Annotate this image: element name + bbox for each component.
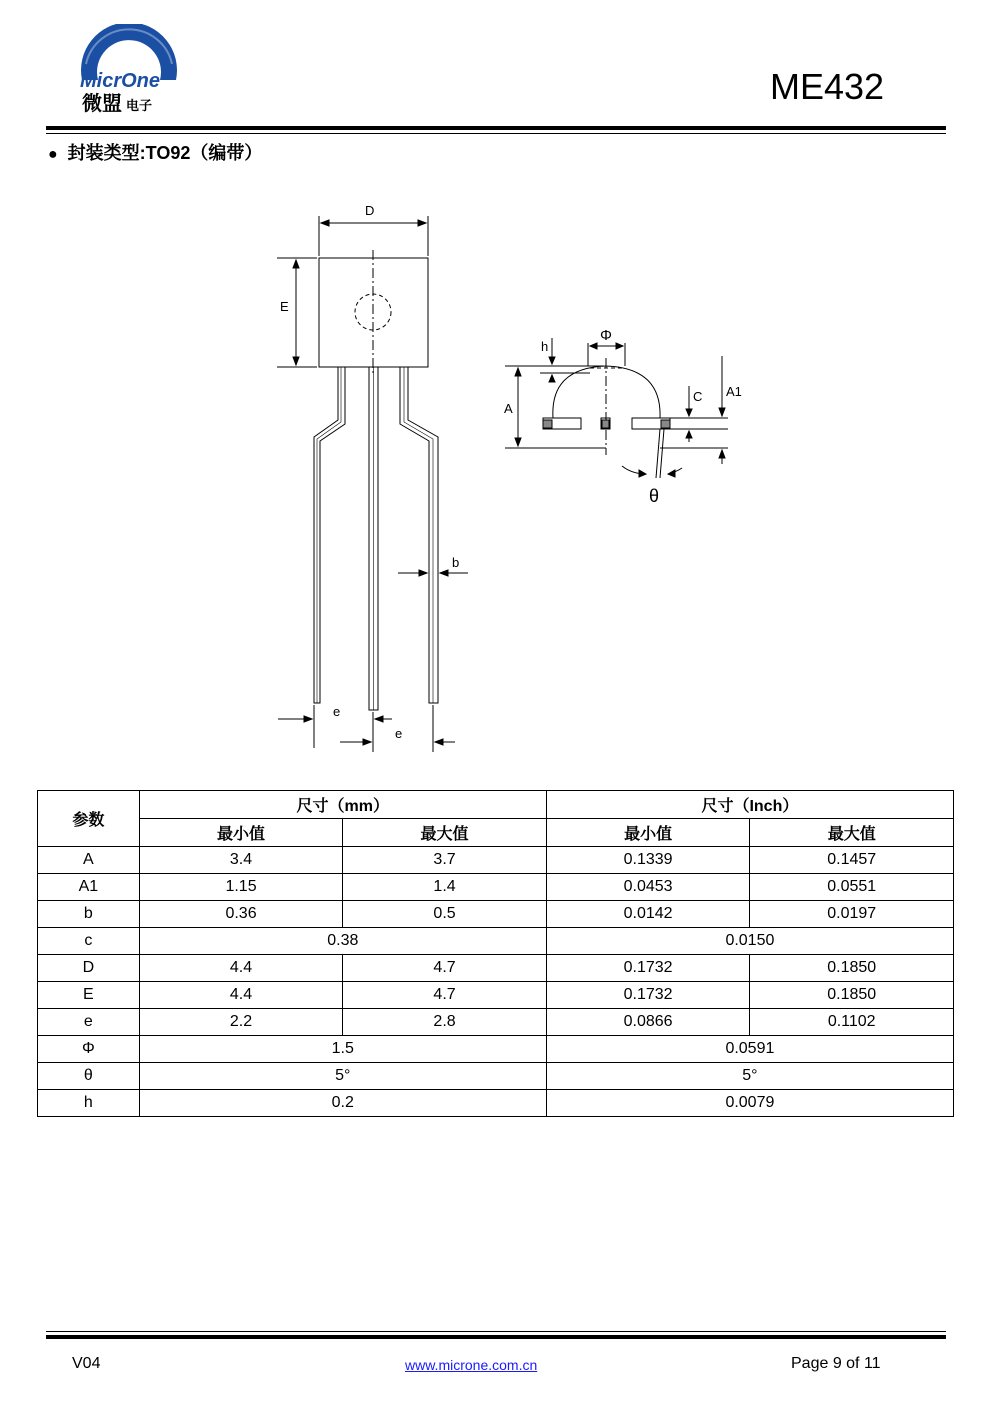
cell-inch-min: 0.1732 [546, 955, 750, 982]
label-phi: Φ [600, 327, 612, 344]
cell-inch-max: 0.1102 [750, 1009, 954, 1036]
cell-param: D [38, 955, 140, 982]
subheader-mm-min: 最小值 [139, 819, 343, 847]
subheader-inch-max: 最大值 [750, 819, 954, 847]
label-e1: e [333, 704, 341, 719]
cell-inch-max: 0.0197 [750, 901, 954, 928]
footer-rule-thick [46, 1335, 946, 1339]
subheader-mm-max: 最大值 [343, 819, 547, 847]
footer-version: V04 [72, 1355, 101, 1372]
footer-rule-thin [46, 1331, 946, 1332]
table-row [38, 955, 954, 982]
cell-mm-max: 0.5 [343, 901, 547, 928]
logo-cn-small-text: 电子 [126, 98, 153, 113]
company-logo [76, 24, 186, 120]
cell-param: A [38, 847, 140, 874]
logo-cn-text: 微盟 [82, 93, 122, 115]
label-h: h [541, 339, 549, 354]
header-param: 参数 [38, 791, 140, 847]
header-rule-thin [46, 133, 946, 134]
table-row [38, 901, 954, 928]
cell-inch-min: 0.0866 [546, 1009, 750, 1036]
cell-mm-min: 0.36 [139, 901, 343, 928]
cell-param: e [38, 1009, 140, 1036]
package-type-line [48, 139, 262, 165]
package-type-label: 封装类型:TO92（编带） [67, 143, 263, 163]
label-e2: e [395, 726, 403, 741]
table-row [38, 1036, 954, 1063]
cell-mm-min: 2.2 [139, 1009, 343, 1036]
cell-mm-max: 3.7 [343, 847, 547, 874]
cell-mm-max: 1.4 [343, 874, 547, 901]
cell-mm-max: 2.8 [343, 1009, 547, 1036]
footer-url-link[interactable]: www.microne.com.cn [405, 1357, 538, 1373]
side-view-drawing [495, 318, 755, 518]
label-b: b [452, 555, 460, 570]
cell-inch: 0.0591 [546, 1036, 953, 1063]
cell-mm-max: 4.7 [343, 955, 547, 982]
front-view-drawing [260, 195, 490, 760]
cell-param: b [38, 901, 140, 928]
cell-mm-min: 4.4 [139, 955, 343, 982]
table-subheader-row [38, 819, 954, 847]
cell-inch-min: 0.1732 [546, 982, 750, 1009]
cell-inch-max: 0.1850 [750, 982, 954, 1009]
header-inch: 尺寸（Inch） [546, 791, 953, 819]
subheader-inch-min: 最小值 [546, 819, 750, 847]
table-row [38, 1009, 954, 1036]
cell-inch-max: 0.0551 [750, 874, 954, 901]
bullet-icon: ● [48, 146, 58, 163]
cell-mm-max: 4.7 [343, 982, 547, 1009]
cell-mm-min: 4.4 [139, 982, 343, 1009]
cell-inch: 0.0079 [546, 1090, 953, 1117]
cell-inch: 5° [546, 1063, 953, 1090]
table-row [38, 1090, 954, 1117]
label-D: D [365, 203, 375, 218]
cell-mm-min: 1.15 [139, 874, 343, 901]
cell-inch-max: 0.1457 [750, 847, 954, 874]
cell-param: h [38, 1090, 140, 1117]
cell-inch-max: 0.1850 [750, 955, 954, 982]
label-theta: θ [649, 486, 660, 506]
header-rule-thick [46, 126, 946, 130]
header-mm: 尺寸（mm） [139, 791, 546, 819]
cell-param: θ [38, 1063, 140, 1090]
cell-mm: 1.5 [139, 1036, 546, 1063]
table-header-row [38, 791, 954, 819]
document-title: ME432 [770, 66, 885, 107]
table-row [38, 847, 954, 874]
cell-param: E [38, 982, 140, 1009]
label-C: C [693, 389, 703, 404]
table-row [38, 874, 954, 901]
cell-mm: 0.38 [139, 928, 546, 955]
cell-inch-min: 0.0142 [546, 901, 750, 928]
cell-mm-min: 3.4 [139, 847, 343, 874]
table-row [38, 928, 954, 955]
label-A: A [504, 401, 513, 416]
cell-mm: 5° [139, 1063, 546, 1090]
cell-mm: 0.2 [139, 1090, 546, 1117]
footer-page-number: Page 9 of 11 [791, 1355, 881, 1372]
logo-latin-text: MicrOne [80, 70, 161, 92]
table-row [38, 1063, 954, 1090]
dimension-table [37, 790, 954, 1117]
cell-inch: 0.0150 [546, 928, 953, 955]
cell-param: A1 [38, 874, 140, 901]
cell-param: c [38, 928, 140, 955]
label-E: E [280, 299, 289, 314]
cell-param: Φ [38, 1036, 140, 1063]
table-row [38, 982, 954, 1009]
cell-inch-min: 0.1339 [546, 847, 750, 874]
label-A1: A1 [726, 384, 742, 399]
cell-inch-min: 0.0453 [546, 874, 750, 901]
